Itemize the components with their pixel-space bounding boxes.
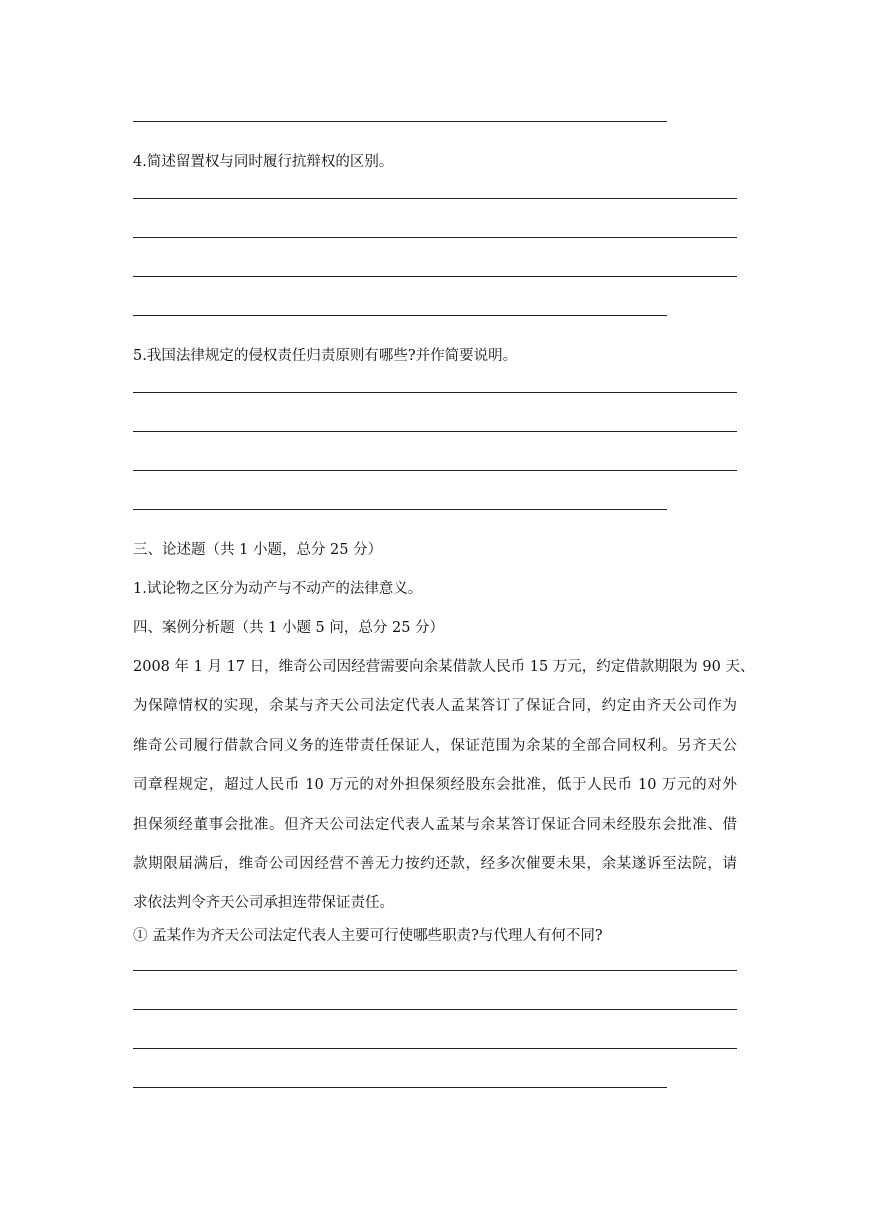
answer-line (133, 315, 667, 316)
answer-line (133, 431, 737, 432)
answer-line (133, 276, 737, 277)
question-5: 5.我国法律规定的侵权责任归责原则有哪些?并作简要说明。 (133, 348, 518, 364)
case-description (133, 657, 755, 933)
answer-line (133, 121, 667, 122)
question-4: 4.简述留置权与同时履行抗辩权的区别。 (133, 154, 394, 170)
answer-line (133, 1048, 737, 1049)
case-line: 2008 年 1 月 17 日，维奇公司因经营需要向余某借款人民币 15 万元，约定借款期限为 90 天、 (133, 659, 755, 675)
case-line: 款期限届满后，维奇公司因经营不善无力按约还款，经多次催要未果，余某遂诉至法院，请 (133, 855, 737, 872)
case-line: 维奇公司履行借款合同义务的连带责任保证人，保证范围为余某的全部合同权利。另齐天公 (133, 737, 737, 754)
case-line: 担保须经董事会批准。但齐天公司法定代表人孟某与余某答订保证合同未经股东会批准、借 (133, 816, 737, 833)
case-line: 求依法判令齐天公司承担连带保证责任。 (133, 895, 394, 912)
answer-line (133, 970, 737, 971)
answer-line (133, 470, 737, 471)
case-sub-question-1: ① 孟某作为齐天公司法定代表人主要可行使哪些职责?与代理人有何不同? (133, 928, 603, 944)
answer-line (133, 237, 737, 238)
answer-line (133, 1087, 667, 1088)
case-line: 司章程规定，超过人民币 10 万元的对外担保须经股东会批准，低于人民币 10 万元的对外 (133, 777, 737, 794)
section-4-heading: 四、案例分析题（共 1 小题 5 问，总分 25 分） (133, 620, 445, 636)
case-line: 为保障情权的实现，余某与齐天公司法定代表人孟某答订了保证合同，约定由齐天公司作为 (133, 698, 737, 715)
answer-line (133, 1009, 737, 1010)
answer-line (133, 509, 667, 510)
section-3-question-1: 1.试论物之区分为动产与不动产的法律意义。 (133, 581, 423, 597)
answer-line (133, 392, 737, 393)
section-3-heading: 三、论述题（共 1 小题，总分 25 分） (133, 542, 383, 558)
answer-line (133, 198, 737, 199)
